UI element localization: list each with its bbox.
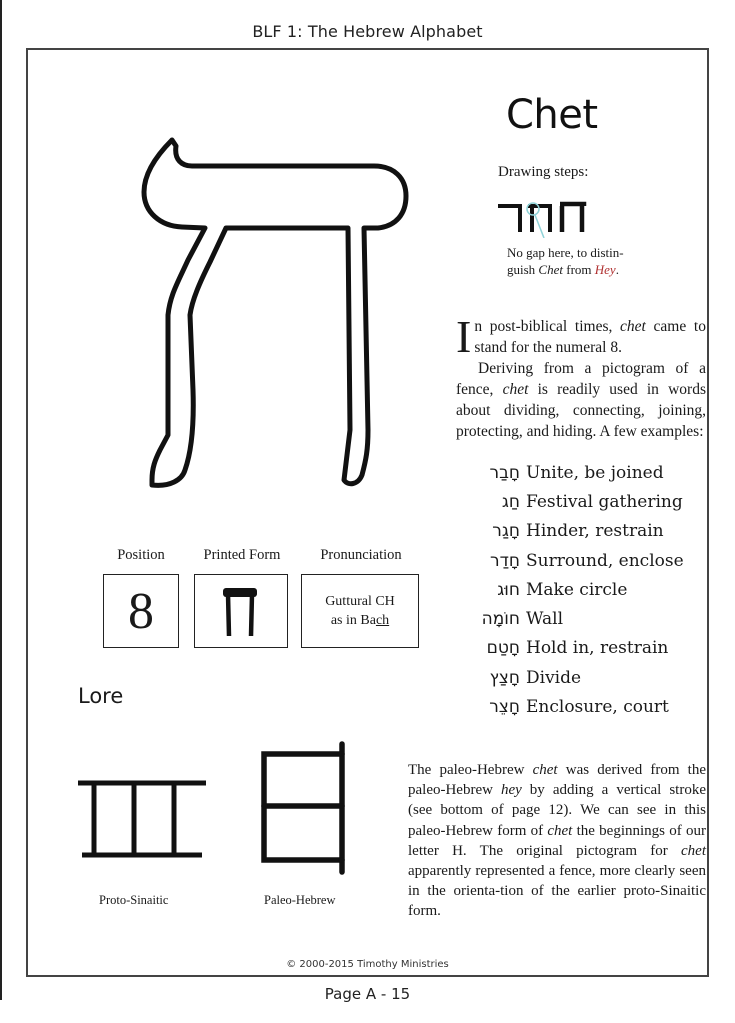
drawing-steps-label: Drawing steps: bbox=[498, 164, 589, 180]
intro-em: chet bbox=[502, 381, 529, 398]
example-hebrew: חוֹמָה bbox=[481, 609, 520, 630]
note-end: . bbox=[615, 262, 619, 277]
note-chet: Chet bbox=[538, 262, 563, 277]
intro-paragraph bbox=[456, 311, 706, 442]
list-item bbox=[464, 634, 704, 663]
list-item bbox=[464, 487, 704, 516]
printed-form-box bbox=[194, 574, 288, 648]
example-hebrew: חָצַץ bbox=[489, 667, 520, 688]
example-hebrew: חָבַר bbox=[489, 462, 520, 483]
list-item bbox=[464, 546, 704, 575]
pronunciation-label: Pronunciation bbox=[320, 547, 402, 563]
paleo-hebrew-caption: Paleo-Hebrew bbox=[264, 893, 336, 907]
page-number: Page A - 15 bbox=[324, 985, 411, 1003]
proto-sinaitic-caption: Proto-Sinaitic bbox=[99, 893, 169, 907]
list-item bbox=[464, 604, 704, 633]
letter-name-title: Chet bbox=[506, 92, 598, 138]
intro-text: Deriving from a pictogram of a fence, bbox=[456, 360, 706, 398]
example-english: Unite, be joined bbox=[526, 462, 664, 483]
chet-outline-glyph bbox=[130, 130, 420, 500]
example-hebrew: חָטַם bbox=[486, 638, 520, 659]
lore-em: hey bbox=[500, 782, 522, 799]
position-value: 8 bbox=[128, 582, 154, 640]
pronunciation-line-2: as in Ba bbox=[330, 613, 376, 628]
example-hebrew: חָצֵר bbox=[489, 697, 520, 718]
lore-em: chet bbox=[681, 842, 706, 859]
example-english: Hold in, restrain bbox=[526, 638, 669, 659]
list-item bbox=[464, 458, 704, 487]
example-english: Surround, enclose bbox=[526, 550, 684, 571]
note-hey: Hey bbox=[594, 262, 616, 277]
lore-em: chet bbox=[532, 762, 558, 778]
drop-cap: I bbox=[456, 311, 472, 362]
lore-em: chet bbox=[547, 822, 573, 839]
intro-text: is readily used in words about dividing, connecting, joining, protecting, and hiding. A few examples: bbox=[456, 381, 706, 440]
pronunciation-box bbox=[301, 574, 419, 648]
printed-chet-glyph bbox=[221, 584, 261, 638]
list-item bbox=[464, 663, 704, 692]
drawing-steps-glyphs bbox=[496, 198, 596, 238]
step-1-dalet bbox=[498, 206, 520, 232]
drawing-steps-note bbox=[507, 244, 624, 278]
example-hebrew: חוּג bbox=[497, 579, 520, 600]
pronunciation-underlined: ch bbox=[375, 613, 390, 628]
lore-heading: Lore bbox=[78, 684, 124, 708]
intro-text: came to stand for the numeral 8. bbox=[474, 318, 706, 356]
list-item bbox=[464, 692, 704, 721]
proto-sinaitic-glyph bbox=[76, 775, 208, 861]
note-from: from bbox=[562, 262, 595, 277]
position-label: Position bbox=[117, 547, 165, 563]
paleo-hebrew-glyph bbox=[258, 740, 350, 876]
copyright-notice: © 2000-2015 Timothy Ministries bbox=[286, 959, 449, 970]
list-item bbox=[464, 575, 704, 604]
example-hebrew: חַג bbox=[501, 491, 520, 512]
page-left-edge bbox=[0, 0, 2, 1000]
lore-paragraph bbox=[408, 760, 706, 922]
intro-text: n post-biblical times, bbox=[474, 318, 621, 335]
intro-paragraph-2 bbox=[456, 358, 706, 442]
gap-highlight-pointer bbox=[535, 215, 544, 238]
lore-text: was derived from the paleo-Hebrew bbox=[408, 762, 706, 799]
example-english: Divide bbox=[526, 667, 582, 688]
pronunciation-line-1: Guttural CH bbox=[325, 594, 395, 609]
example-hebrew: חָגַר bbox=[492, 521, 520, 542]
step-3-chet bbox=[560, 204, 584, 232]
lore-text: by adding a vertical stroke (see bottom of page 12). We can see in this paleo-Hebrew form of bbox=[408, 782, 706, 839]
printed-form-label: Printed Form bbox=[203, 547, 281, 563]
position-value-box bbox=[103, 574, 179, 648]
example-english: Wall bbox=[526, 609, 564, 630]
example-english: Enclosure, court bbox=[526, 697, 669, 718]
example-english: Hinder, restrain bbox=[526, 521, 664, 542]
lore-text: the beginnings of our letter H. The original pictogram for bbox=[408, 822, 706, 859]
example-english: Festival gathering bbox=[526, 491, 683, 512]
examples-list bbox=[464, 458, 704, 722]
list-item bbox=[464, 517, 704, 546]
lore-text: The paleo-Hebrew bbox=[408, 762, 533, 778]
example-english: Make circle bbox=[526, 579, 628, 600]
note-line-1: No gap here, to distin- bbox=[507, 245, 624, 260]
intro-em: chet bbox=[620, 318, 646, 335]
example-hebrew: חָדַר bbox=[490, 550, 520, 571]
lore-text: apparently represented a fence, more clearly seen in the orienta-tion of the earlier proto-Sinaitic form. bbox=[408, 863, 706, 920]
note-line-2: guish bbox=[507, 262, 539, 277]
document-header-title: BLF 1: The Hebrew Alphabet bbox=[252, 22, 483, 41]
